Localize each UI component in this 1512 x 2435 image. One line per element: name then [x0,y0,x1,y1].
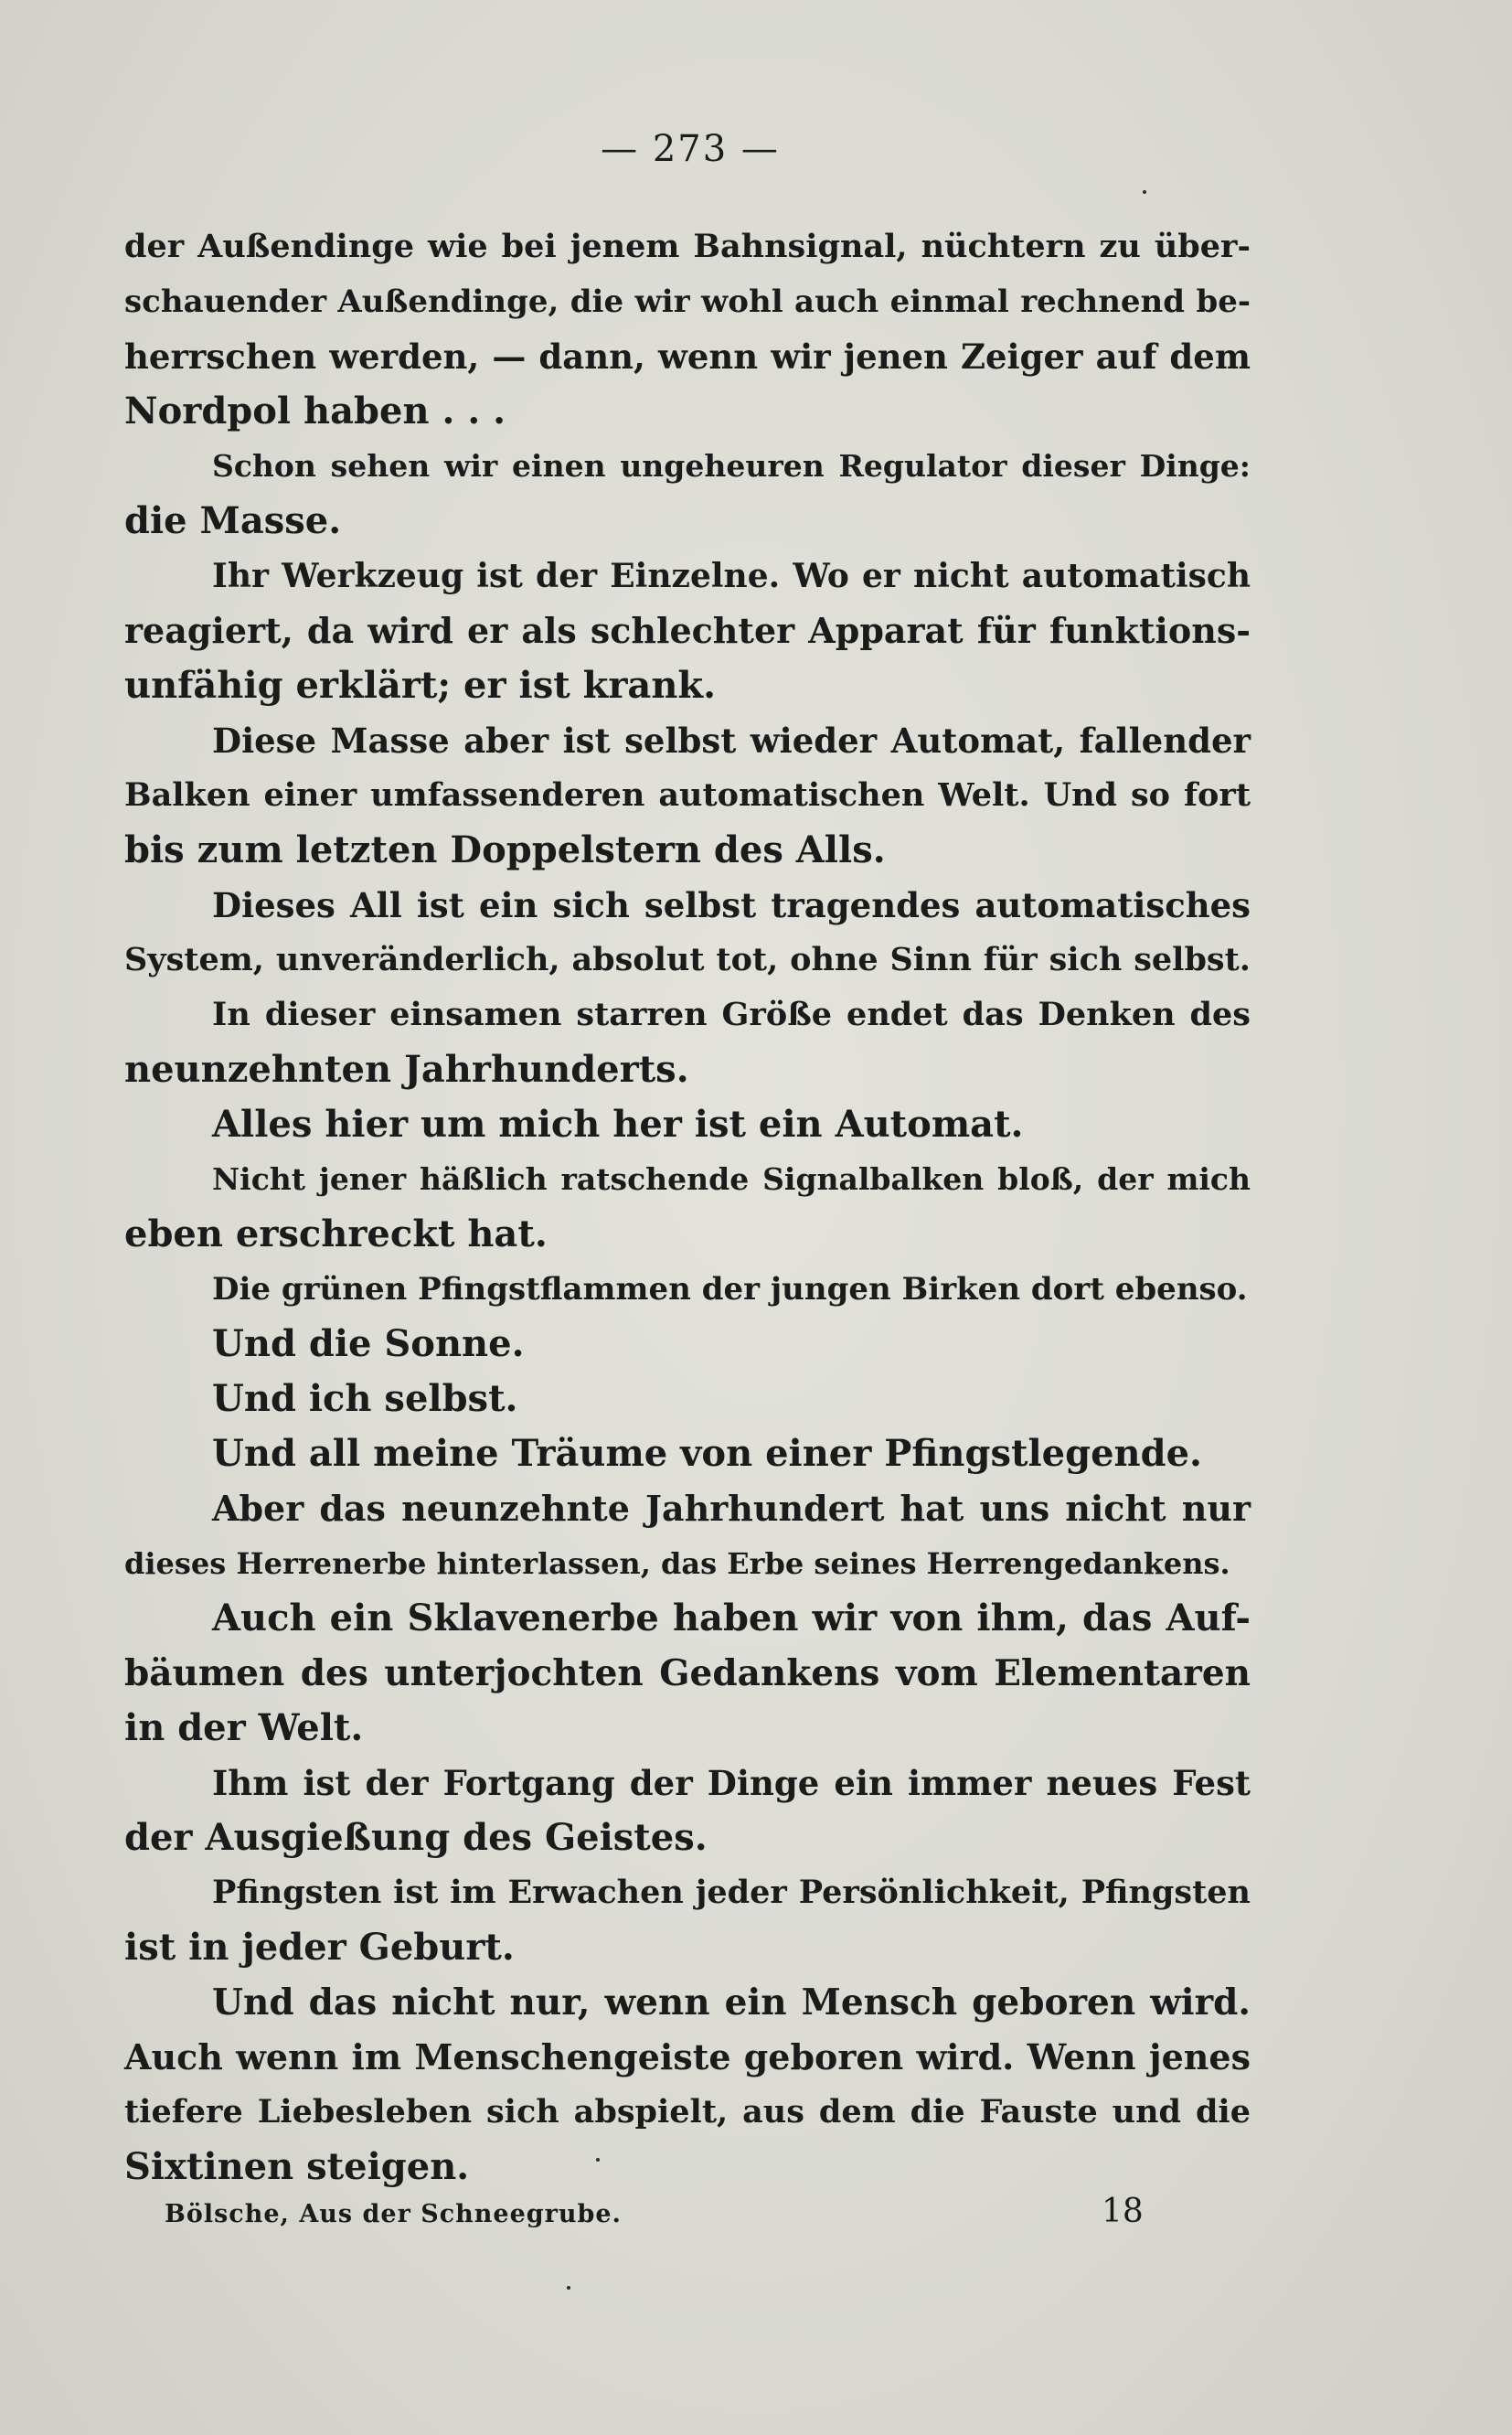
sheet-number: 18 [1102,2193,1144,2230]
text-line: Ihm ist der Fortgang der Dinge ein immer neues Fest [212,1763,1251,1803]
text-line: reagiert, da wird er als schlechter Apparat für funktions- [124,610,1251,651]
text-line: Ihr Werkzeug ist der Einzelne. Wo er nicht automatisch [212,557,1251,595]
paper-speck [567,2286,570,2290]
text-line: tiefere Liebesleben sich abspielt, aus dem die Fauste und die [124,2093,1251,2131]
text-line: Balken einer umfassenderen automatischen Welt. Und so fort [124,776,1251,814]
text-line: herrschen werden, — dann, wenn wir jenen Zeiger auf dem [124,336,1251,377]
text-line: schauender Außendinge, die wir wohl auch einmal rechnend be- [124,283,1251,320]
page-number: — 273 — [601,128,780,170]
text-line: Und all meine Träume von einer Pfingstlegende. [212,1432,1202,1475]
text-line: Und ich selbst. [212,1377,518,1420]
text-line: Auch wenn im Menschengeiste geboren wird. Wenn jenes [124,2036,1251,2077]
text-line: ist in jeder Geburt. [124,1926,515,1969]
text-line: die Masse. [124,499,342,542]
text-line: bäumen des unterjochten Gedankens vom Elementaren [124,1652,1251,1694]
text-line: Alles hier um mich her ist ein Automat. [212,1103,1024,1146]
text-line: Dieses All ist ein sich selbst tragendes automatisches [212,885,1251,925]
text-line: in der Welt. [124,1706,364,1749]
text-line: Sixtinen steigen. [124,2145,470,2188]
paper-speck [1143,190,1146,194]
text-line: neunzehnten Jahrhunderts. [124,1048,689,1091]
text-line: der Ausgießung des Geistes. [124,1816,708,1859]
text-line: Und die Sonne. [212,1322,525,1365]
text-line: bis zum letzten Doppelstern des Alls. [124,828,886,871]
text-line: Die grünen Pfingstflammen der jungen Birken dort ebenso. [212,1271,1248,1308]
text-line: Schon sehen wir einen ungeheuren Regulator dieser Dinge: [212,448,1251,484]
signature-mark: Bölsche, Aus der Schneegrube. [165,2200,622,2228]
text-line: Pfingsten ist im Erwachen jeder Persönlichkeit, Pfingsten [212,1874,1251,1911]
text-line: dieses Herrenerbe hinterlassen, das Erbe seines Herrengedankens. [124,1546,1230,1581]
text-line: unfähig erklärt; er ist krank. [124,664,717,707]
text-line: der Außendinge wie bei jenem Bahnsignal, nüchtern zu über- [124,228,1251,265]
body-text [124,219,1251,2195]
paper-speck [596,2158,600,2162]
text-line: Nordpol haben . . . [124,390,506,433]
text-line: Nicht jener häßlich ratschende Signalbalken bloß, der mich [212,1161,1251,1197]
text-line: Aber das neunzehnte Jahrhundert hat uns nicht nur [212,1488,1251,1529]
text-line: Auch ein Sklavenerbe haben wir von ihm, das Auf- [212,1597,1251,1639]
text-line: System, unveränderlich, absolut tot, ohne Sinn für sich selbst. [124,941,1251,978]
text-line: Diese Masse aber ist selbst wieder Automat, fallender [212,721,1251,761]
text-line: Und das nicht nur, wenn ein Mensch geboren wird. [212,1981,1251,2024]
text-line: eben erschreckt hat. [124,1212,548,1255]
text-line: In dieser einsamen starren Größe endet das Denken des [212,996,1251,1033]
